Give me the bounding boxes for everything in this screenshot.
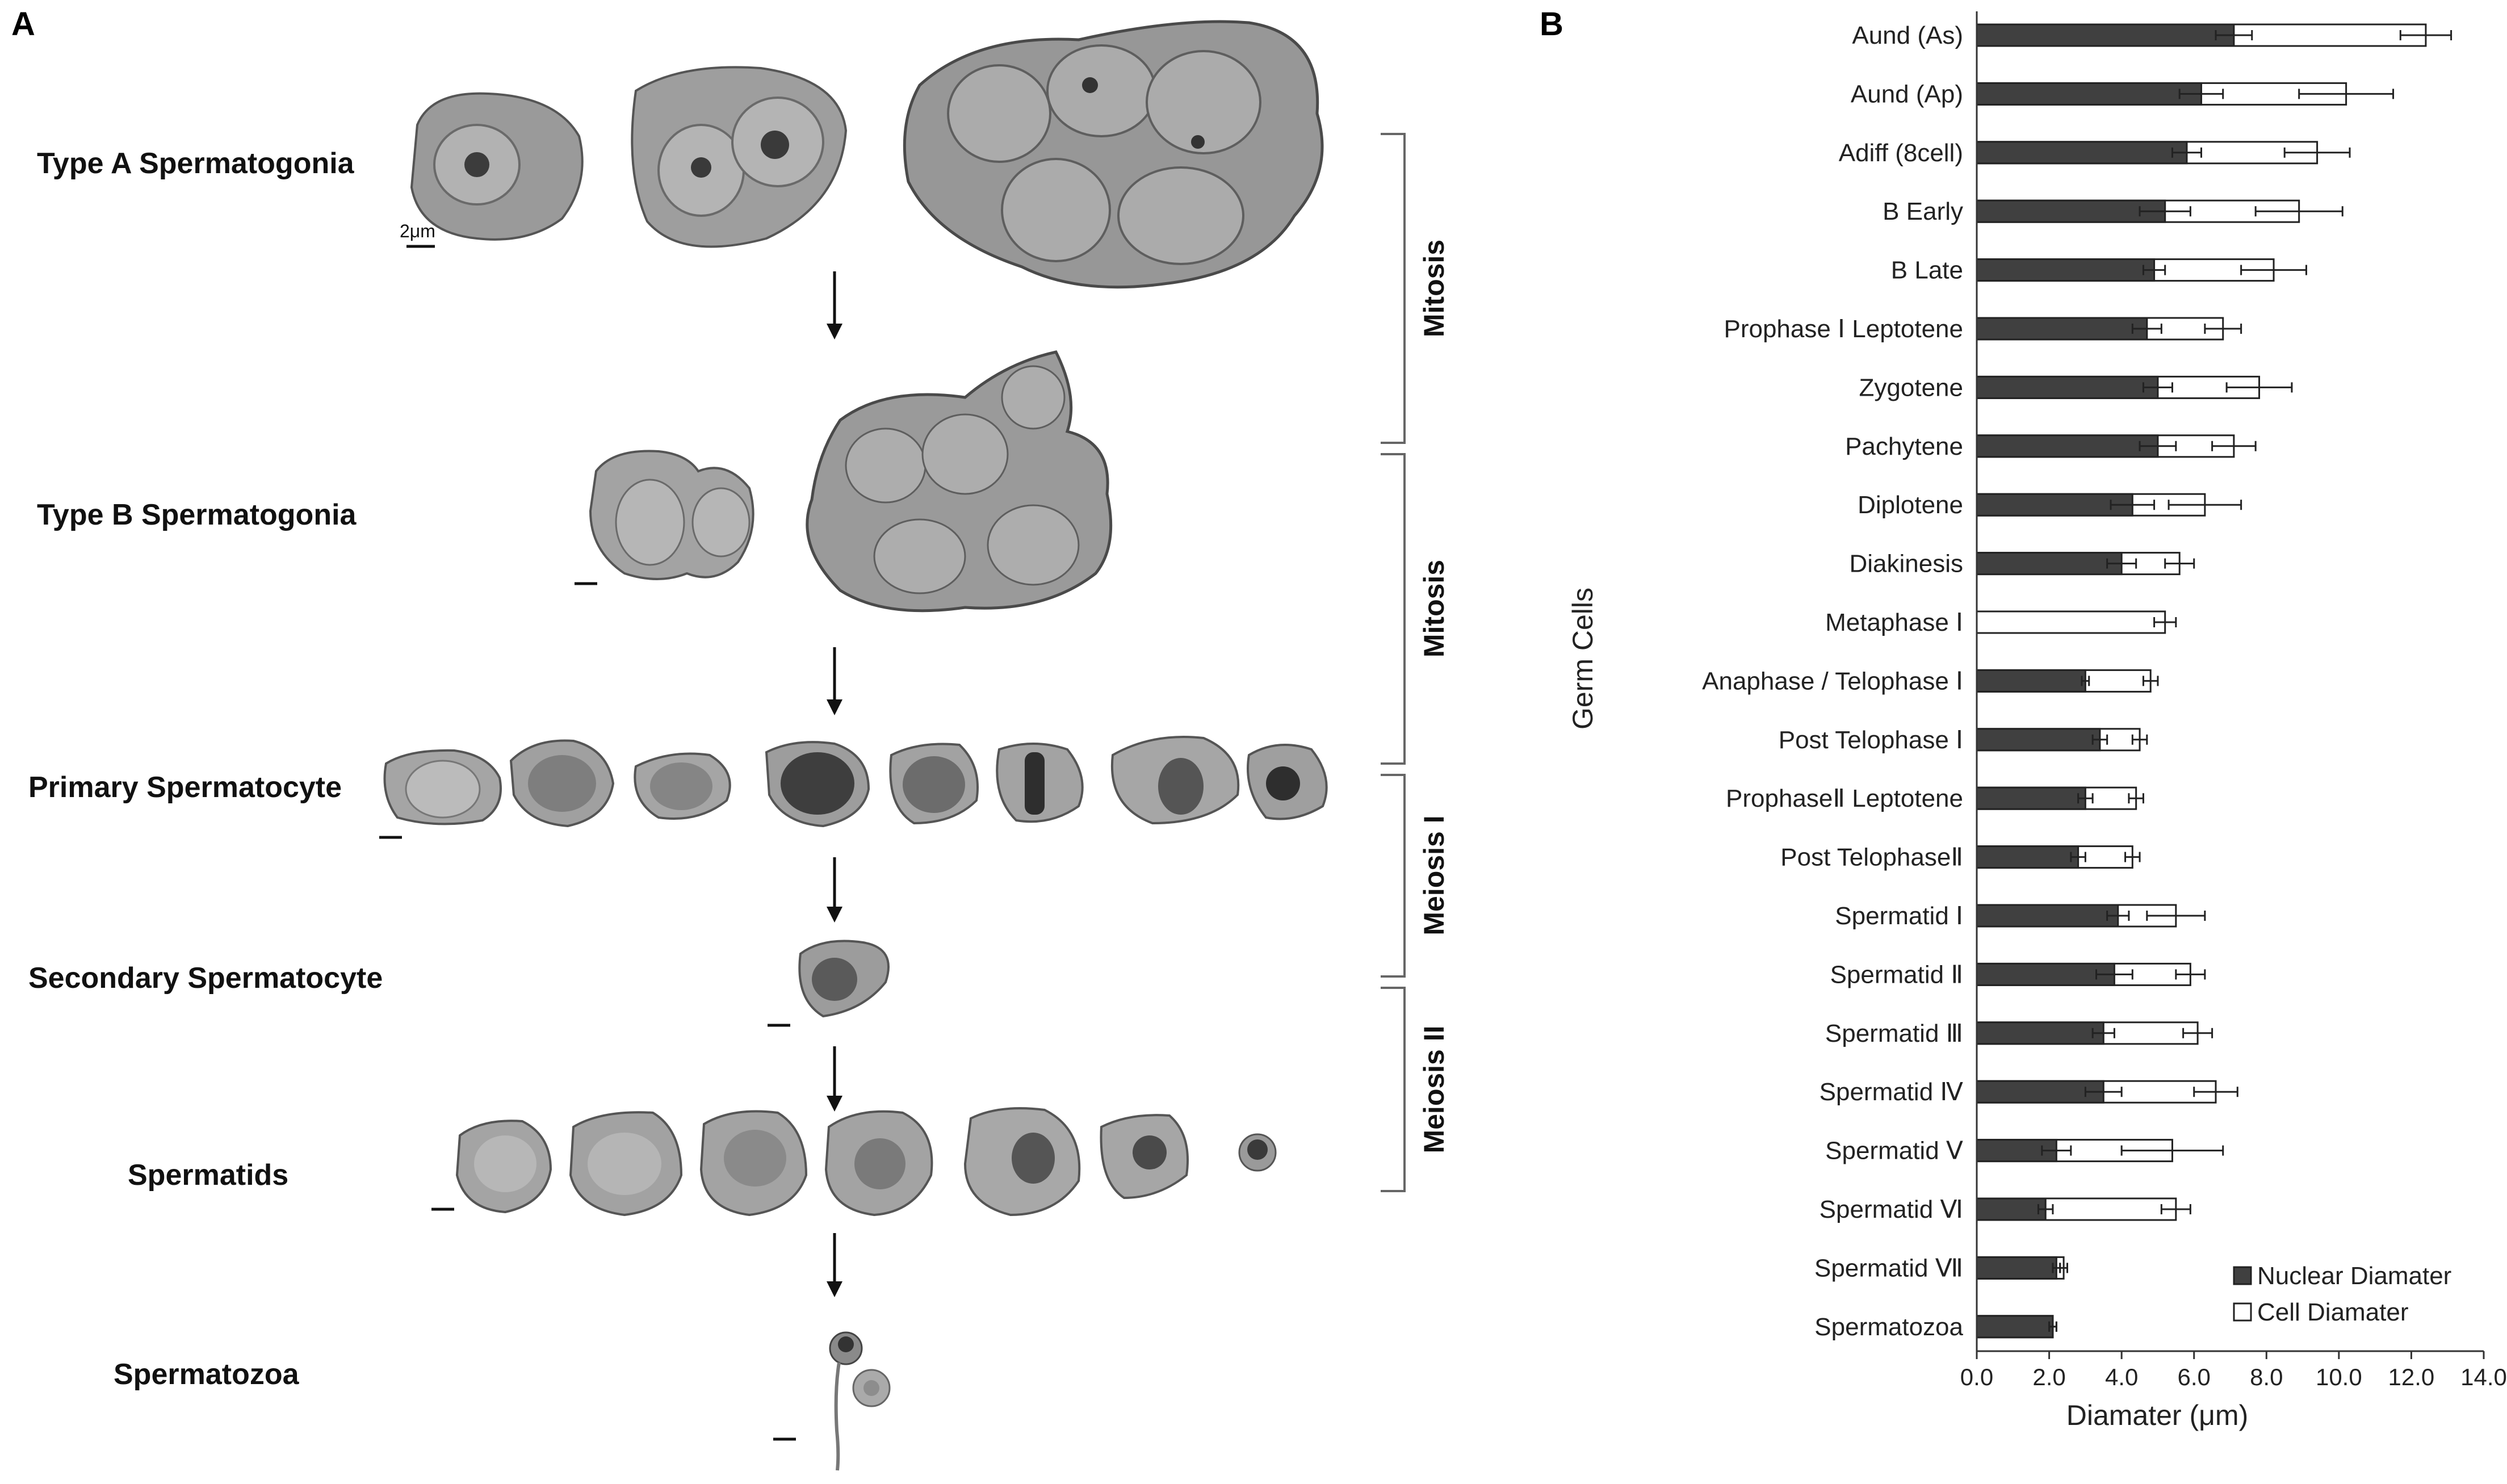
- stage-label-spermatozoa: Spermatozoa: [114, 1358, 299, 1391]
- bar-nuclear-diameter: [1977, 963, 2114, 985]
- bar-nuclear-diameter: [1977, 905, 2118, 927]
- category-label: Adiff (8cell): [1838, 139, 1963, 167]
- category-label: Aund (As): [1852, 22, 1963, 49]
- category-label: Pachytene: [1845, 432, 1963, 460]
- x-tick-label: 10.0: [2315, 1364, 2362, 1390]
- bar-nuclear-diameter: [1977, 1316, 2053, 1338]
- chart-legend: [2234, 1262, 2451, 1326]
- panel-b-letter: B: [1540, 6, 1563, 43]
- bar-nuclear-diameter: [1977, 435, 2158, 457]
- process-brackets: [1381, 134, 1405, 1191]
- category-label: B Early: [1883, 198, 1963, 226]
- bar-nuclear-diameter: [1977, 376, 2158, 398]
- category-label: B Late: [1890, 256, 1963, 284]
- bar-nuclear-diameter: [1977, 318, 2147, 339]
- bar-nuclear-diameter: [1977, 200, 2165, 222]
- category-label: Post Telophase Ⅰ: [1778, 726, 1963, 754]
- chart-category-labels: [1702, 22, 1963, 1341]
- bar-nuclear-diameter: [1977, 142, 2187, 164]
- micrograph-type-b: [590, 352, 1111, 611]
- micrograph-spermatozoa: [830, 1332, 890, 1470]
- category-label: Spermatid Ⅰ: [1835, 902, 1963, 930]
- category-label: Aund (Ap): [1850, 80, 1963, 108]
- x-tick-label: 12.0: [2388, 1364, 2435, 1390]
- bar-nuclear-diameter: [1977, 24, 2234, 46]
- bar-nuclear-diameter: [1977, 1022, 2103, 1044]
- category-label: Post TelophaseⅡ: [1780, 843, 1963, 871]
- bracket-label-meiosis-2: Meiosis II: [1418, 1025, 1450, 1154]
- category-label: ProphaseⅡ Leptotene: [1726, 785, 1963, 813]
- micrograph-primary-spermatocytes: [385, 737, 1327, 826]
- stage-label-spermatids: Spermatids: [128, 1159, 289, 1192]
- stage-label-type-b: Type B Spermatogonia: [37, 498, 357, 531]
- category-label: Spermatid Ⅵ: [1819, 1196, 1963, 1223]
- scale-bar-label: 2μm: [400, 221, 435, 241]
- legend-swatch-cell: [2234, 1303, 2251, 1320]
- category-label: Spermatid Ⅳ: [1819, 1078, 1963, 1106]
- bracket-label-meiosis-1: Meiosis I: [1418, 815, 1450, 936]
- x-tick-label: 6.0: [2177, 1364, 2211, 1390]
- category-label: Diplotene: [1858, 491, 1963, 519]
- category-label: Zygotene: [1859, 374, 1963, 402]
- x-tick-label: 4.0: [2104, 1364, 2139, 1390]
- legend-label-nuclear: Nuclear Diamater: [2257, 1262, 2452, 1290]
- panel-a-letter: A: [11, 6, 35, 43]
- x-tick-label: 2.0: [2032, 1364, 2066, 1390]
- bar-nuclear-diameter: [1977, 846, 2078, 868]
- category-label: Spermatid Ⅴ: [1825, 1137, 1963, 1165]
- bar-nuclear-diameter: [1977, 494, 2132, 515]
- x-tick-label: 0.0: [1960, 1364, 1994, 1390]
- category-label: Anaphase / Telophase Ⅰ: [1702, 667, 1963, 695]
- category-label: Spermatozoa: [1814, 1313, 1963, 1341]
- bracket-label-mitosis-1: Mitosis: [1418, 239, 1450, 338]
- chart-bars: [1977, 24, 2451, 1338]
- category-label: Metaphase Ⅰ: [1825, 609, 1963, 636]
- category-label: Spermatid Ⅶ: [1814, 1254, 1963, 1282]
- bar-nuclear-diameter: [1977, 787, 2085, 809]
- micrograph-spermatids: [457, 1108, 1276, 1215]
- bar-nuclear-diameter: [1977, 670, 2085, 691]
- stage-label-type-a: Type A Spermatogonia: [37, 147, 354, 180]
- micrograph-type-a: [412, 22, 1322, 287]
- stage-label-secondary: Secondary Spermatocyte: [28, 962, 383, 995]
- bar-cell-diameter: [1977, 611, 2165, 633]
- bar-nuclear-diameter: [1977, 1257, 2056, 1278]
- scale-bar-type-a: [400, 221, 435, 246]
- bracket-label-mitosis-2: Mitosis: [1418, 559, 1450, 658]
- x-axis-title: Diamater (μm): [2066, 1399, 2249, 1431]
- micrograph-secondary-spermatocyte: [799, 941, 888, 1017]
- diameter-bar-chart: [1567, 11, 2507, 1431]
- x-tick-label: 14.0: [2460, 1364, 2507, 1390]
- x-tick-label: 8.0: [2250, 1364, 2283, 1390]
- bar-nuclear-diameter: [1977, 1198, 2045, 1220]
- legend-label-cell: Cell Diamater: [2257, 1298, 2409, 1326]
- bar-nuclear-diameter: [1977, 1081, 2103, 1102]
- category-label: Spermatid Ⅱ: [1830, 961, 1963, 989]
- chart-x-ticks: [1960, 1351, 2507, 1390]
- bar-nuclear-diameter: [1977, 259, 2154, 281]
- y-axis-title: Germ Cells: [1567, 587, 1599, 730]
- bar-nuclear-diameter: [1977, 83, 2201, 104]
- bar-nuclear-diameter: [1977, 729, 2100, 751]
- category-label: Spermatid Ⅲ: [1825, 1019, 1963, 1047]
- stage-label-primary: Primary Spermatocyte: [28, 771, 342, 804]
- legend-swatch-nuclear: [2234, 1267, 2251, 1284]
- category-label: Diakinesis: [1849, 550, 1963, 578]
- bar-nuclear-diameter: [1977, 553, 2122, 575]
- category-label: Prophase Ⅰ Leptotene: [1724, 315, 1963, 343]
